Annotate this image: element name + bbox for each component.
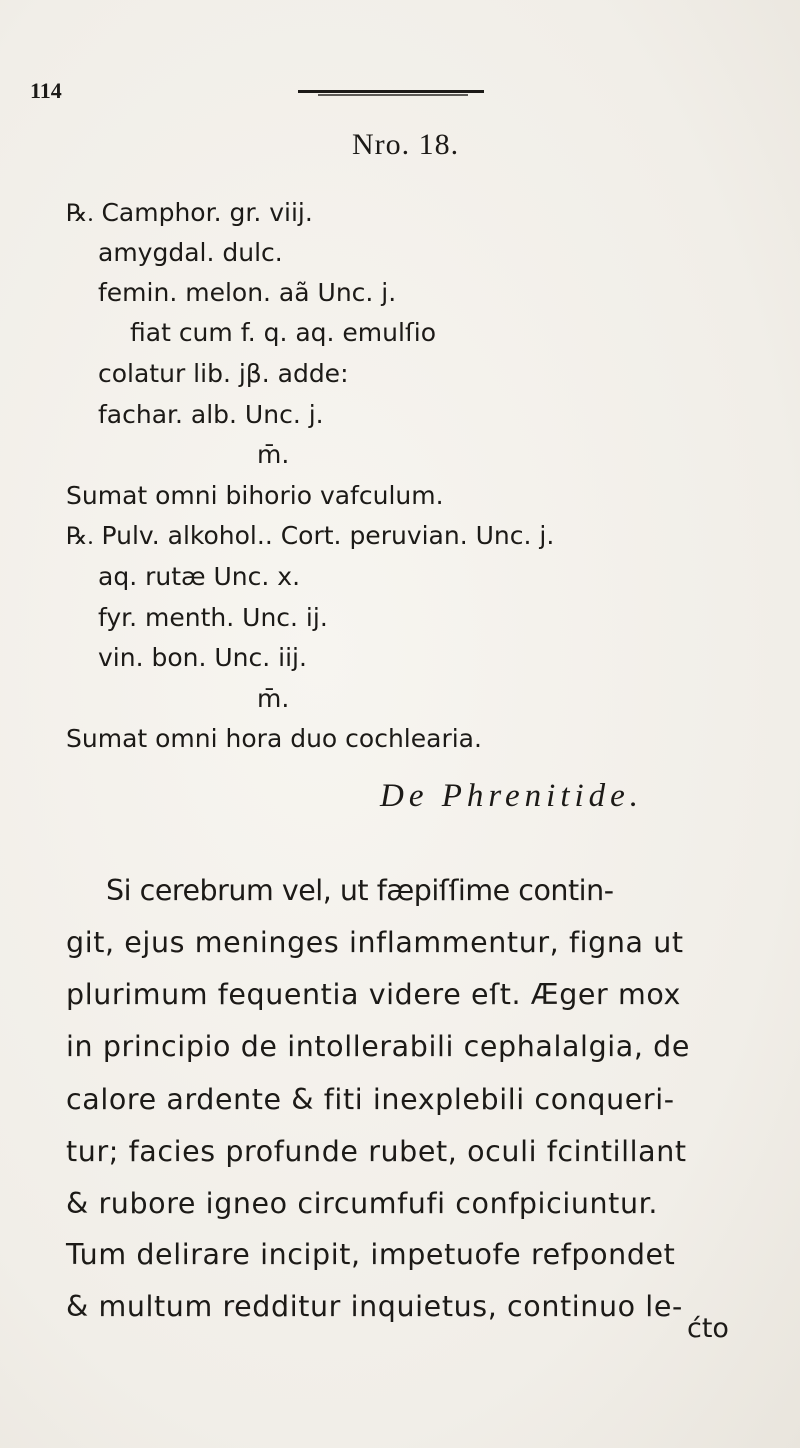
recipe-line: colatur lib. jβ. adde:	[98, 359, 349, 388]
section-title: De Phrenitide.	[380, 778, 644, 814]
recipe-line-text: Camphor. gr. viij.	[101, 198, 313, 227]
recipe-line: amygdal. dulc.	[98, 238, 283, 267]
misce-mark: m̄.	[257, 684, 290, 713]
recipe-line	[66, 523, 554, 549]
recipe-number-heading: Nro. 18.	[352, 128, 460, 161]
recipe-line	[66, 200, 313, 226]
body-line: git, ejus meninges inflammentur, figna ut	[66, 926, 684, 959]
recipe-line: fachar. alb. Unc. j.	[98, 400, 324, 429]
catchword: ćto	[687, 1313, 729, 1344]
recipe-line: fyr. menth. Unc. ij.	[98, 603, 328, 632]
rx-symbol: ℞.	[66, 201, 94, 227]
body-line: calore ardente & fiti inexplebili conqueri-	[66, 1083, 675, 1116]
recipe-line-text: Pulv. alkohol.. Cort. peruvian. Unc. j.	[101, 521, 555, 550]
header-rule-ornament	[298, 88, 484, 98]
recipe-line: femin. melon. aã Unc. j.	[98, 278, 397, 307]
body-line: in principio de intollerabili cephalalgia, de	[66, 1030, 690, 1063]
body-line: & multum redditur inquietus, continuo le-	[66, 1290, 683, 1323]
misce-mark: m̄.	[257, 440, 290, 469]
body-line: tur; facies profunde rubet, oculi fcintillant	[66, 1135, 687, 1168]
recipe-line: fiat cum f. q. aq. emulſio	[130, 318, 436, 347]
recipe-line: aq. rutæ Unc. x.	[98, 562, 301, 591]
recipe-instruction: Sumat omni bihorio vafculum.	[66, 481, 444, 510]
rx-symbol: ℞.	[66, 524, 94, 550]
page-number: 114	[30, 78, 62, 103]
recipe-instruction: Sumat omni hora duo cochlearia.	[66, 724, 482, 753]
body-line: Tum delirare incipit, impetuofe refpondet	[66, 1238, 676, 1271]
body-line: Si cerebrum vel, ut fæpiſſime contin-	[106, 874, 614, 907]
body-line: & rubore igneo circumfufi confpiciuntur.	[66, 1187, 658, 1220]
body-line: plurimum fequentia videre eſt. Æger mox	[66, 978, 681, 1011]
recipe-line: vin. bon. Unc. iij.	[98, 643, 307, 672]
